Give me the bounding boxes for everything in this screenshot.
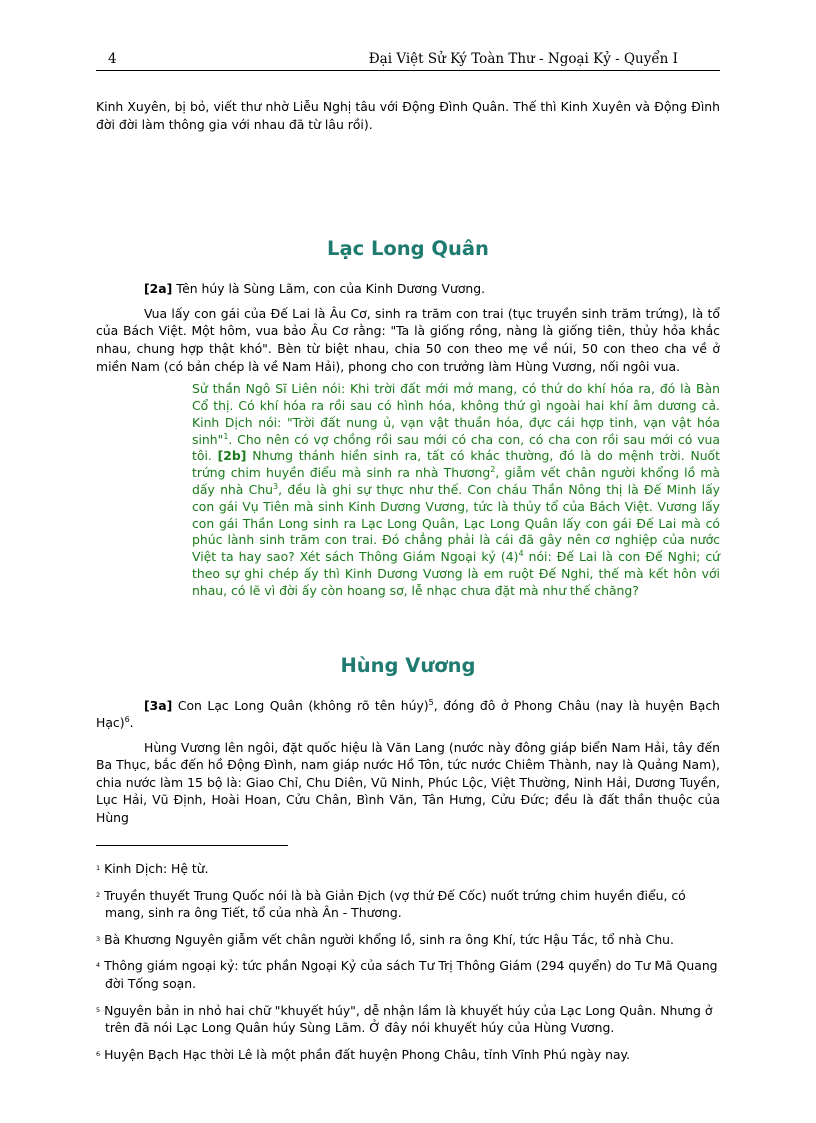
footnote-separator: [96, 845, 288, 846]
historian-commentary: Sử thần Ngô Sĩ Liên nói: Khi trời đất mới mở mang, có thứ do khí hóa ra, đó là Bàn Cổ thị. Có khí hóa ra rồi sau có hình hóa, không thứ gì ngoài hai khí âm dương cả. Kinh Dịch nói: "Trời đất nung ủ, vạn vật thuần hóa, đực cái hợp tinh, vạn vật hóa sinh"$^1$. Cho nên có vợ chồng rồi sau mới có cha con, có cha con rồi sau mới có vua tôi. [2b] Nhưng thánh hiền sinh ra, tất có khác thường, đó là do mệnh trời. Nuốt trứng chim huyền điểu mà sinh ra nhà Thương$^2$, giẫm vết chân người khổng lồ mà dấy nhà Chu$^3$, đều là ghi sự thực như thế. Con cháu Thần Nông thị là Đế Minh lấy con gái Vụ Tiên mà sinh Kinh Dương Vương, tức là thủy tổ của Bách Việt. Vương lấy con gái Thần Long sinh ra Lạc Long Quân, Lạc Long Quân lấy con gái Đế Lai mà có phúc lành sinh trăm con trai. Đó chẳng phải là cái đã gây nên cơ nghiệp của nước Việt ta hay sao? Xét sách Thông Giám Ngoại kỷ $(4)^4$ nói: Đế Lai là con Đế Nghi; cứ theo sự ghi chép ấy thì Kinh Dương Vương là em ruột Đế Nghi, thế mà kết hôn với nhau, có lẽ vì đời ấy còn hoang sơ, lễ nhạc chưa đặt mà như thế chăng?: [192, 381, 721, 598]
page-number: 4: [108, 51, 117, 67]
section-title-lac-long-quan: Lạc Long Quân: [327, 237, 489, 261]
section1-paragraph-2: Vua lấy con gái của Đế Lai là Âu Cơ, sinh ra trăm con trai (tục truyền sinh trăm trứng), là tổ của Bách Việt. Một hôm, vua bảo Âu Cơ rằng: "Ta là giống rồng, nàng là giống tiên, thủy hỏa khắc nhau, chung hợp thật khó". Bèn từ biệt nhau, chia 50 con theo mẹ về núi, 50 con theo cha về ở miền Nam (có bản chép là về Nam Hải), phong cho con trưởng làm Hùng Vương, nối ngôi vua.: [96, 305, 720, 374]
section2-paragraph-2: Hùng Vương lên ngôi, đặt quốc hiệu là Văn Lang (nước này đông giáp biển Nam Hải, tây đến Ba Thục, bắc đến hồ Động Đình, nam giáp nước Hồ Tôn, tức nước Chiêm Thành, nay là Quảng Nam), chia nước làm 15 bộ là: Giao Chỉ, Chu Diên, Vũ Ninh, Phúc Lộc, Việt Thường, Ninh Hải, Dương Tuyền, Lục Hải, Vũ Định, Hoài Hoan, Cửu Chân, Bình Văn, Tân Hưng, Cửu Đức; đều là đất thần thuộc của Hùng: [96, 739, 720, 826]
footnote-item: $^3$ Bà Khương Nguyên giẫm vết chân người khổng lồ, sinh ra ông Khí, tức Hậu Tắc, tổ nhà Chu.: [96, 931, 674, 947]
footnote-item: $^4$ Thông giám ngoại kỷ: tức phần Ngoại Kỷ của sách Tư Trị Thông Giám (294 quyển) do Tư Mã Quang đời Tống soạn.: [96, 958, 718, 991]
footnotes: [96, 860, 720, 1072]
intro-paragraph: Kinh Xuyên, bị bỏ, viết thư nhờ Liễu Nghị tâu với Động Đình Quân. Thế thì Kinh Xuyên và Động Đình đời đời làm thông gia với nhau đã từ lâu rồi).: [96, 99, 720, 132]
page-content: [96, 98, 720, 827]
section1-paragraph-1: [2a] Tên húy là Sùng Lãm, con của Kinh Dương Vương.: [144, 281, 486, 297]
section-tag: [3a]: [144, 697, 173, 713]
section-tag: [2a]: [144, 281, 173, 297]
page-header: [96, 48, 720, 71]
footnote-ref[interactable]: 3: [273, 481, 279, 491]
section-tag: [2b]: [217, 448, 247, 464]
footnote-ref[interactable]: 4: [518, 549, 524, 559]
section-title-hung-vuong: Hùng Vương: [340, 653, 476, 677]
section2-paragraph-1: [3a] Con Lạc Long Quân (không rõ tên húy)$^5$, đóng đô ở Phong Châu (nay là huyện Bạch Hạc)$^6$.: [96, 697, 720, 731]
running-title: Đại Việt Sử Ký Toàn Thư - Ngoại Kỷ - Quyển I: [368, 51, 678, 67]
footnote-item: $^5$ Nguyên bản in nhỏ hai chữ "khuyết húy", dễ nhận lầm là khuyết húy của Lạc Long Quân. Nhưng ở trên đã nói Lạc Long Quân húy Sùng Lãm. Ở đây nói khuyết húy của Hùng Vương.: [96, 1002, 713, 1036]
footnote-item: $^1$ Kinh Dịch: Hệ từ.: [96, 861, 209, 876]
footnote-ref[interactable]: 2: [490, 465, 496, 475]
footnote-ref[interactable]: 1: [223, 431, 229, 441]
footnote-item: $^2$ Truyền thuyết Trung Quốc nói là bà Giản Địch (vợ thứ Đế Cốc) nuốt trứng chim huyền điểu, có mang, sinh ra ông Tiết, tổ của nhà Ân - Thương.: [96, 887, 686, 921]
footnote-ref[interactable]: 5: [428, 697, 434, 707]
footnote-ref[interactable]: 6: [124, 715, 130, 725]
footnote-item: $^6$ Huyện Bạch Hạc thời Lê là một phần đất huyện Phong Châu, tỉnh Vĩnh Phú ngày nay.: [96, 1046, 631, 1062]
